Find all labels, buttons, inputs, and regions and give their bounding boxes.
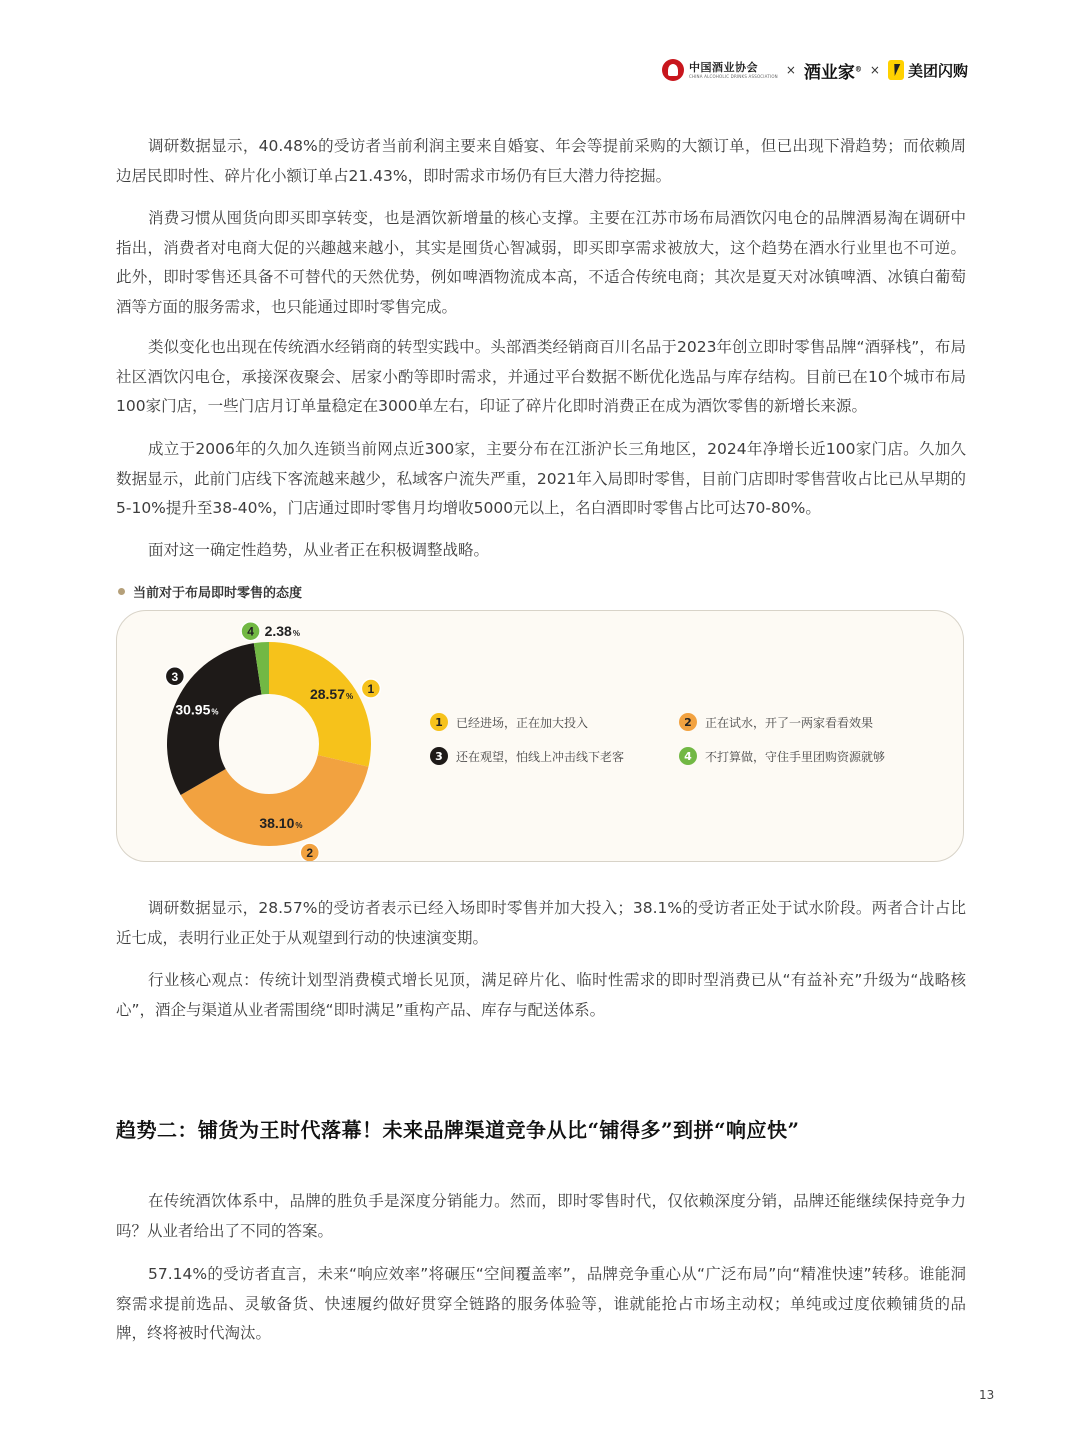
badge-1 [361,679,380,698]
chart-heading [118,582,302,601]
badge-4 [241,622,260,641]
unit-label: % [292,629,300,639]
header-logos [662,56,968,84]
badge-2 [300,843,319,861]
paragraph: 类似变化也出现在传统酒水经销商的转型实践中。头部酒类经销商百川名品于2023年创立即时零售品牌“酒驿栈”，布局社区酒饮闪电仓，承接深夜聚会、居家小酌等即时需求，并通过平台数据不断优化选品与库存结构。目前已在10个城市布局100家门店，一些门店月订单量稳定在3000单左右，印证了碎片化即时消费正在成为酒饮零售的新增长来源。 [116,338,966,415]
paragraph: 调研数据显示，40.48%的受访者当前利润主要来自婚宴、年会等提前采购的大额订单，但已出现下滑趋势；而依赖周边居民即时性、碎片化小额订单占21.43%，即时需求市场仍有巨大潜力待挖掘。 [116,137,966,185]
legend-item-2 [679,713,873,731]
unit-label: % [346,692,354,702]
meituan-shangou-text: 美团闪购 [907,61,968,80]
value-label-4: 2.38% [264,623,300,640]
badge-number-1: 1 [367,682,375,697]
lightning-bag-icon [888,60,904,80]
paragraph: 行业核心观点：传统计划型消费模式增长见顶，满足碎片化、临时性需求的即时型消费已从“有益补充”升级为“战略核心”，酒企与渠道从业者需围绕“即时满足”重构产品、库存与配送体系。 [116,971,966,1019]
paragraph: 在传统酒饮体系中，品牌的胜负手是深度分销能力。然而，即时零售时代，仅依赖深度分销，品牌还能继续保持竞争力吗？从业者给出了不同的答案。 [116,1192,966,1240]
badge-number-4: 4 [247,624,254,639]
slice-3 [167,643,262,795]
cada-logo-english: CHINA ALCOHOLIC DRINKS ASSOCIATION [688,73,778,79]
chart-panel [116,610,964,862]
legend-item-4 [679,747,885,765]
logo-separator: × [869,63,880,77]
jiuyejia-logo [804,58,862,83]
cada-logo-mark-icon [662,59,684,81]
unit-label: % [295,821,303,831]
cada-logo [662,59,778,81]
logo-separator: × [785,63,796,77]
donut-chart [117,611,963,861]
badge-3 [165,667,184,686]
cada-logo-text: 中国酒业协会 [688,60,758,74]
paragraph: 面对这一确定性趋势，从业者正在积极调整战略。 [148,541,490,559]
registered-mark: ® [854,63,862,73]
legend-item-1 [430,713,588,731]
paragraph: 消费习惯从囤货向即买即享转变，也是酒饮新增量的核心支撑。主要在江苏市场布局酒饮闪电仓的品牌酒易淘在调研中指出，消费者对电商大促的兴趣越来越小，其实是囤货心智减弱，即买即享需求被放大，这个趋势在酒水行业里也不可逆。此外，即时零售还具备不可替代的天然优势，例如啤酒物流成本高，不适合传统电商；其次是夏天对冰镇啤酒、冰镇白葡萄酒等方面的服务需求，也只能通过即时零售完成。 [116,209,966,316]
chart-title: 当前对于布局即时零售的态度 [133,586,303,601]
value-label-3: 30.95% [175,701,219,718]
value-label-2: 38.10% [259,815,303,832]
slice-1 [269,642,371,767]
bullet-dot-icon [118,588,125,595]
unit-label: % [211,707,219,717]
badge-number-2: 2 [306,846,314,861]
legend-label-1: 已经进场，正在加大投入 [456,715,589,730]
paragraph: 调研数据显示，28.57%的受访者表示已经入场即时零售并加大投入；38.1%的受访者正处于试水阶段。两者合计占比近七成，表明行业正处于从观望到行动的快速演变期。 [116,899,966,947]
legend-label-3: 还在观望，怕线上冲击线下老客 [456,749,625,764]
legend-item-3 [430,747,624,765]
value-label-1: 28.57% [309,686,354,703]
legend-badge-4: 4 [679,747,697,765]
legend-label-4: 不打算做，守住手里团购资源就够 [705,749,886,764]
page-number: 13 [979,1388,995,1402]
legend-badge-1: 1 [430,713,448,731]
badge-number-3: 3 [171,669,179,684]
legend-badge-2: 2 [679,713,697,731]
legend-badge-3: 3 [430,747,448,765]
jiuyejia-logo-text: 酒业家 [803,62,855,83]
section-title: 趋势二：铺货为王时代落幕！未来品牌渠道竞争从比“铺得多”到拼“响应快” [116,1118,800,1142]
meituan-shangou-logo [888,60,968,81]
paragraph: 成立于2006年的久加久连锁当前网点近300家，主要分布在江浙沪长三角地区，2024年净增长近100家门店。久加久数据显示，此前门店线下客流越来越少，私域客户流失严重，2021年入局即时零售，目前门店即时零售营收占比已从早期的5-10%提升至38-40%，门店通过即时零售月均增收5000元以上，名白酒即时零售占比可达70-80%。 [116,440,966,517]
legend-label-2: 正在试水，开了一两家看看效果 [705,715,874,730]
paragraph: 57.14%的受访者直言，未来“响应效率”将碾压“空间覆盖率”，品牌竞争重心从“广泛布局”向“精准快速”转移。谁能洞察需求提前选品、灵敏备货、快速履约做好贯穿全链路的服务体验等，谁就能抢占市场主动权；单纯或过度依赖铺货的品牌，终将被时代淘汰。 [116,1265,966,1342]
